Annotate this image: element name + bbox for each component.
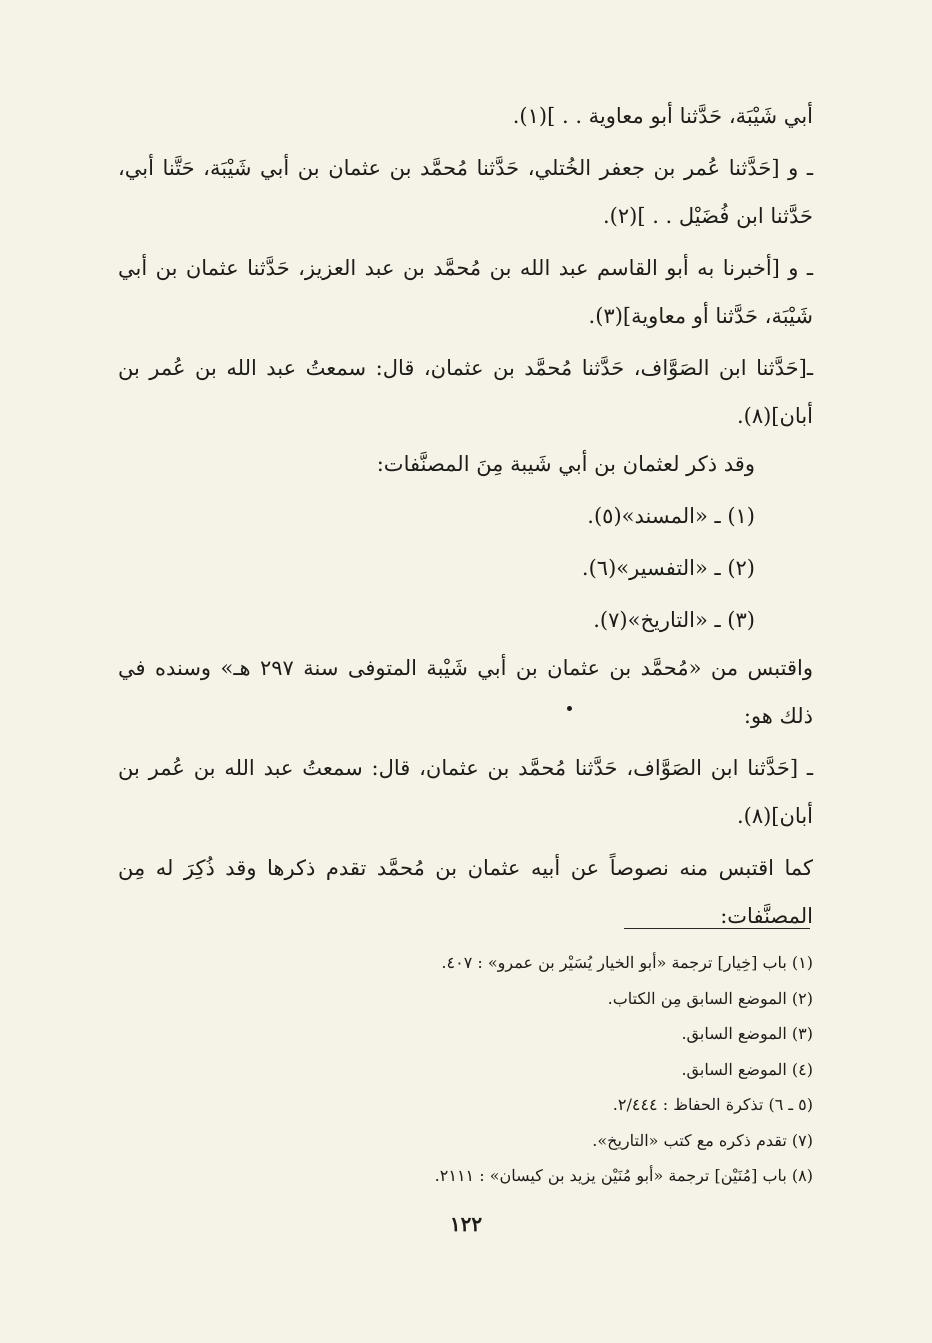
footnotes bbox=[118, 945, 813, 1194]
main-text bbox=[118, 92, 813, 940]
footnote-7: (٨) باب [مُنَيْن] ترجمة «أبو مُنَيْن يزيد بن كيسان» : ٢١١١. bbox=[434, 1166, 813, 1185]
footnote-6: (٧) تقدم ذكره مع كتب «التاريخ». bbox=[592, 1130, 813, 1150]
paragraph-8: كما اقتبس منه نصوصاً عن أبيه عثمان بن مُحمَّد تقدم ذكرها وقد ذُكِرَ له مِن المصنَّفات: bbox=[118, 856, 813, 928]
footnote-divider bbox=[624, 928, 810, 929]
paragraph-5: وقد ذكر لعثمان بن أبي شَيبة مِنَ المصنَّفات: bbox=[376, 452, 755, 476]
list-item-1: (١) ـ «المسند»(٥). bbox=[587, 504, 755, 528]
paragraph-6: واقتبس من «مُحمَّد بن عثمان بن أبي شَيْبة المتوفى سنة ٢٩٧ هـ» وسنده في ذلك هو: bbox=[118, 656, 813, 728]
footnote-4: (٤) الموضع السابق. bbox=[681, 1059, 813, 1079]
paragraph-7: ـ [حَدَّثنا ابن الصَوَّاف، حَدَّثنا مُحمَّد بن عثمان، قال: سمعتُ عبد الله بن عُمر بن أبان](٨). bbox=[118, 756, 813, 828]
page-number: ١٢٢ bbox=[449, 1212, 483, 1236]
paragraph-3: ـ و [أخبرنا به أبو القاسم عبد الله بن مُحمَّد بن عبد العزيز، حَدَّثنا عثمان بن أبي شَيْبَة، حَدَّثنا أو معاوية](٣). bbox=[118, 256, 813, 328]
footnote-2: (٢) الموضع السابق مِن الكتاب. bbox=[607, 988, 813, 1008]
list-item-2: (٢) ـ «التفسير»(٦). bbox=[581, 556, 755, 580]
footnote-1: (١) باب [خِيار] ترجمة «أبو الخيار يُسَيْر بن عمرو» : ٤٠٧. bbox=[441, 953, 813, 972]
list-item-3: (٣) ـ «التاريخ»(٧). bbox=[593, 608, 755, 632]
footnote-3: (٣) الموضع السابق. bbox=[681, 1024, 813, 1043]
paragraph-4: ـ[حَدَّثنا ابن الصَوَّاف، حَدَّثنا مُحمَّد بن عثمان، قال: سمعتُ عبد الله بن عُمر بن أبان](٨). bbox=[118, 356, 813, 428]
paragraph-2: ـ و [حَدَّثنا عُمر بن جعفر الخُتلي، حَدَّثنا مُحمَّد بن عثمان بن أبي شَيْبَة، حَتَّنا أبي، حَدَّثنا ابن فُضَيْل . . ](٢). bbox=[118, 156, 813, 228]
ink-dot bbox=[567, 706, 572, 711]
paragraph-1: أبي شَيْبَة، حَدَّثنا أبو معاوية . . ](١). bbox=[512, 104, 813, 128]
footnote-5: (٥ ـ ٦) تذكرة الحفاظ : ٢/٤٤٤. bbox=[612, 1095, 813, 1114]
